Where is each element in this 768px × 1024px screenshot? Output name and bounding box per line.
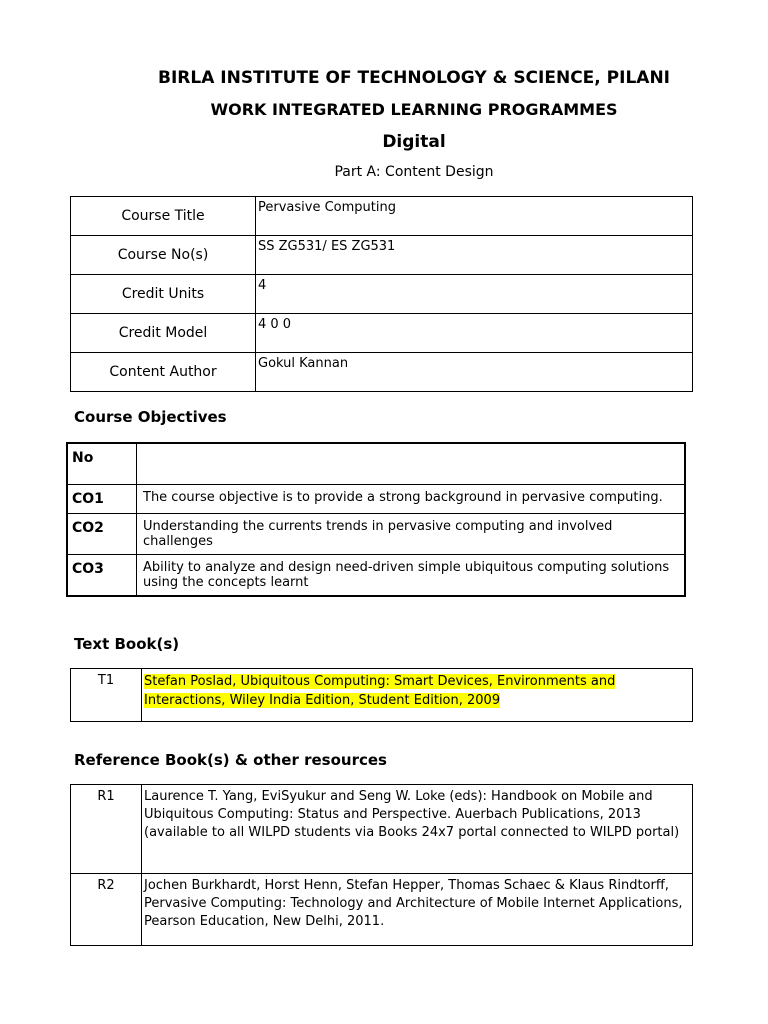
textbook-line-2: Interactions, Wiley India Edition, Student Edition, 2009	[144, 693, 501, 708]
course-no-value: SS ZG531/ ES ZG531	[256, 236, 693, 275]
programme-title: WORK INTEGRATED LEARNING PROGRAMMES	[210, 100, 618, 119]
content-author-value: Gokul Kannan	[256, 353, 693, 392]
course-no-label: Course No(s)	[71, 236, 256, 275]
textbook-code: T1	[71, 669, 142, 722]
table-header-row	[67, 443, 685, 485]
objective-text: Ability to analyze and design need-driven simple ubiquitous computing solutions using the concepts learnt	[137, 555, 686, 597]
table-row	[71, 236, 693, 275]
objectives-blank-header	[137, 443, 686, 485]
table-row	[71, 874, 693, 946]
textbook-line-1: Stefan Poslad, Ubiquitous Computing: Smart Devices, Environments and	[144, 674, 616, 689]
textbooks-heading: Text Book(s)	[74, 635, 180, 653]
textbooks-table	[70, 668, 693, 722]
content-author-label: Content Author	[71, 353, 256, 392]
part-subtitle: Part A: Content Design	[334, 164, 494, 180]
credit-model-value: 4 0 0	[256, 314, 693, 353]
objectives-no-header: No	[67, 443, 137, 485]
table-row	[71, 353, 693, 392]
objective-text: The course objective is to provide a strong background in pervasive computing.	[137, 485, 686, 514]
objectives-table	[66, 442, 686, 597]
credit-units-value: 4	[256, 275, 693, 314]
reference-code: R1	[71, 785, 142, 874]
table-row	[71, 785, 693, 874]
table-row	[71, 275, 693, 314]
objective-code: CO1	[67, 485, 137, 514]
credit-model-label: Credit Model	[71, 314, 256, 353]
mode-title: Digital	[382, 132, 446, 152]
objectives-heading: Course Objectives	[74, 408, 227, 426]
course-title-value: Pervasive Computing	[256, 197, 693, 236]
reference-code: R2	[71, 874, 142, 946]
table-row	[71, 669, 693, 722]
objective-text: Understanding the currents trends in pervasive computing and involved challenges	[137, 514, 686, 555]
institute-title: BIRLA INSTITUTE OF TECHNOLOGY & SCIENCE, PILANI	[157, 68, 670, 88]
reference-text: Jochen Burkhardt, Horst Henn, Stefan Hepper, Thomas Schaec & Klaus Rindtorff, Pervasive Computing: Technology and Architecture of Mobile Internet Applications, Pearson Education, New Delhi, 2011.	[142, 874, 693, 946]
objective-code: CO2	[67, 514, 137, 555]
table-row	[67, 555, 685, 597]
table-row	[67, 514, 685, 555]
credit-units-label: Credit Units	[71, 275, 256, 314]
textbook-entry	[142, 669, 693, 722]
references-table	[70, 784, 693, 946]
course-info-table	[70, 196, 693, 392]
reference-text: Laurence T. Yang, EviSyukur and Seng W. Loke (eds): Handbook on Mobile and Ubiquitous Computing: Status and Perspective. Auerbach Publications, 2013 (available to all WILPD students via Books 24x7 portal connected to WILPD portal)	[142, 785, 693, 874]
table-row	[71, 197, 693, 236]
objective-code: CO3	[67, 555, 137, 597]
table-row	[71, 314, 693, 353]
table-row	[67, 485, 685, 514]
references-heading: Reference Book(s) & other resources	[74, 751, 387, 769]
course-title-label: Course Title	[71, 197, 256, 236]
